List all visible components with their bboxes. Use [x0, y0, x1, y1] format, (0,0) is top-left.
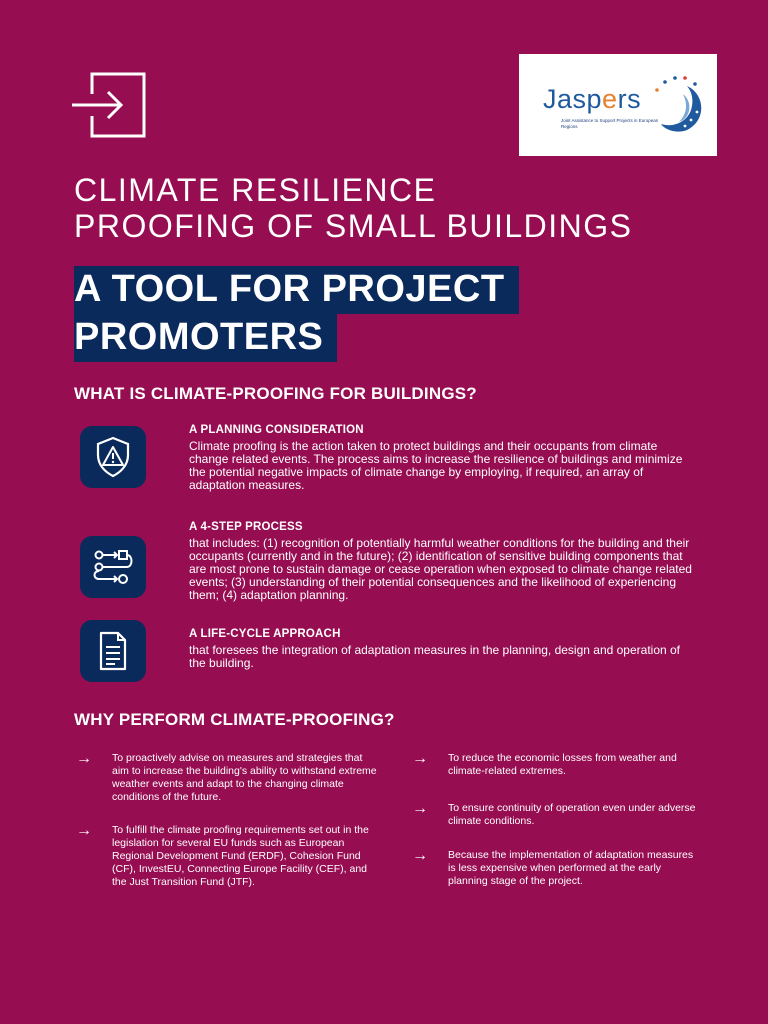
why-text: To fulfill the climate proofing requirements set out in the legislation for several EU funds such as European Regional Development Fund (ERDF), Cohesion Fund (CF), InvestEU, Connecting Europe Facility (CEF), and the Just Transition Fund (JTF).	[112, 824, 369, 888]
why-list-item	[76, 752, 381, 804]
item-body: Climate proofing is the action taken to protect buildings and their occupants from climate change related events. The process aims to increase the resilience of buildings and minimize the potential negative impacts of climate change by employing, if required, an array of adaptation measures.	[189, 439, 683, 492]
subtitle	[74, 172, 633, 244]
arrow-right-icon: →	[76, 822, 92, 839]
subtitle-line: PROOFING OF SMALL BUILDINGS	[74, 208, 633, 244]
process-flow-icon	[80, 536, 146, 598]
item-4-step-process	[189, 521, 699, 602]
arrow-right-icon: →	[412, 750, 428, 767]
shield-warning-icon	[80, 426, 146, 488]
why-text: To proactively advise on measures and strategies that aim to increase the building's ability to withstand extreme weather events and adapt to the changing climate conditions of the future.	[112, 752, 377, 803]
arrow-right-icon: →	[412, 847, 428, 864]
logo-swirl-icon	[647, 72, 709, 136]
item-body: that foresees the integration of adaptation measures in the planning, design and operation of the building.	[189, 643, 681, 670]
arrow-right-icon: →	[412, 800, 428, 817]
arrow-right-icon: →	[76, 750, 92, 767]
why-text: To ensure continuity of operation even under adverse climate conditions.	[448, 802, 696, 827]
item-title: A PLANNING CONSIDERATION	[189, 424, 364, 436]
document-icon	[80, 620, 146, 682]
item-title: A 4-STEP PROCESS	[189, 521, 303, 533]
item-body: that includes: (1) recognition of potentially harmful weather conditions for the building and their occupants (currently and in the future); (2) identification of sensitive building components that are most prone to sustain damage or cease operation when exposed to climate change related events; (3) understanding of their potential consequences and the likelihood of experiencing them; (4) adaptation planning.	[189, 536, 692, 602]
why-list-item	[76, 824, 381, 889]
logo-tagline: Joint Assistance to Support Projects in European Regions	[561, 118, 659, 129]
what-section-heading: WHAT IS CLIMATE-PROOFING FOR BUILDINGS?	[74, 384, 477, 403]
why-section-heading: WHY PERFORM CLIMATE-PROOFING?	[74, 710, 395, 729]
why-text: To reduce the economic losses from weather and climate-related extremes.	[448, 752, 677, 777]
jaspers-logo	[519, 54, 717, 156]
title-line: PROMOTERS	[74, 314, 337, 362]
logo-wordmark: Jaspers	[543, 84, 642, 114]
enter-icon	[70, 70, 148, 140]
item-title: A LIFE-CYCLE APPROACH	[189, 628, 341, 640]
why-text: Because the implementation of adaptation measures is less expensive when performed at the early planning stage of the project.	[448, 849, 694, 887]
why-list-item	[412, 802, 697, 828]
item-planning-consideration	[189, 424, 699, 492]
page-title	[74, 266, 519, 362]
why-list-item	[412, 752, 697, 778]
item-life-cycle-approach	[189, 628, 699, 670]
subtitle-line: CLIMATE RESILIENCE	[74, 172, 437, 208]
why-list-item	[412, 849, 697, 888]
title-line: A TOOL FOR PROJECT	[74, 266, 519, 314]
